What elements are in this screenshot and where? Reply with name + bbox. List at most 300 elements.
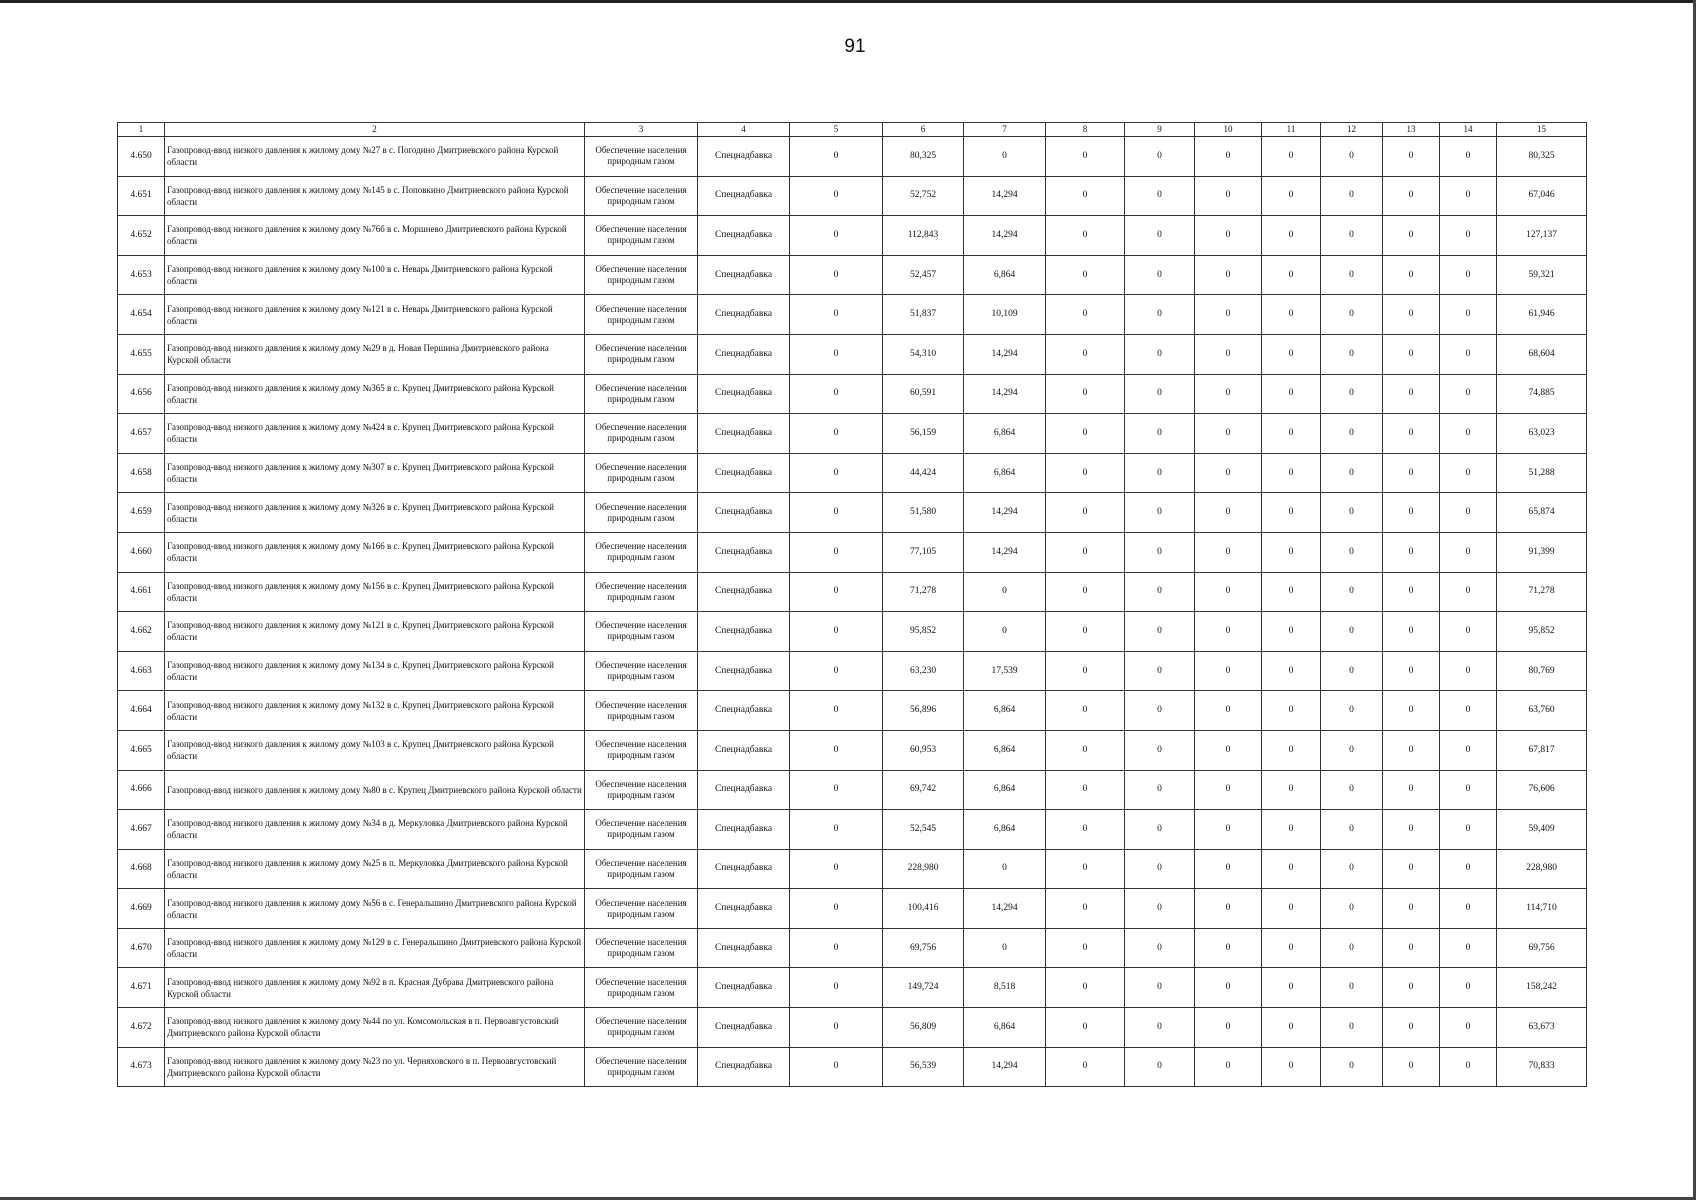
col8-cell: 0 (1046, 968, 1125, 1008)
row-number-cell: 4.666 (118, 770, 165, 810)
col6-cell: 52,752 (883, 176, 964, 216)
table-body (118, 137, 1587, 1087)
description-cell: Газопровод-ввод низкого давления к жилому дому №56 в с. Генеральшино Дмитриевского района Курской области (165, 889, 585, 929)
col5-cell: 0 (790, 691, 883, 731)
purpose-cell: Обеспечение населения природным газом (585, 532, 698, 572)
header-row (118, 123, 1587, 137)
purpose-cell: Обеспечение населения природным газом (585, 493, 698, 533)
col6-cell: 80,325 (883, 137, 964, 177)
col9-cell: 0 (1125, 730, 1195, 770)
row-number-cell: 4.653 (118, 255, 165, 295)
col7-cell: 14,294 (964, 374, 1046, 414)
col12-cell: 0 (1321, 493, 1383, 533)
col5-cell: 0 (790, 968, 883, 1008)
total-cell: 70,833 (1497, 1047, 1587, 1087)
col10-cell: 0 (1195, 691, 1262, 731)
col5-cell: 0 (790, 493, 883, 533)
header-cell: 14 (1440, 123, 1497, 137)
purpose-cell: Обеспечение населения природным газом (585, 255, 698, 295)
col11-cell: 0 (1262, 849, 1321, 889)
col7-cell: 0 (964, 137, 1046, 177)
col13-cell: 0 (1383, 532, 1440, 572)
col10-cell: 0 (1195, 849, 1262, 889)
description-cell: Газопровод-ввод низкого давления к жилому дому №156 в с. Крупец Дмитриевского района Курской области (165, 572, 585, 612)
col14-cell: 0 (1440, 493, 1497, 533)
col10-cell: 0 (1195, 968, 1262, 1008)
col10-cell: 0 (1195, 176, 1262, 216)
table-row (118, 612, 1587, 652)
purpose-cell: Обеспечение населения природным газом (585, 414, 698, 454)
funding-source-cell: Спецнадбавка (698, 493, 790, 533)
col5-cell: 0 (790, 374, 883, 414)
funding-source-cell: Спецнадбавка (698, 572, 790, 612)
col7-cell: 14,294 (964, 493, 1046, 533)
col7-cell: 6,864 (964, 810, 1046, 850)
col13-cell: 0 (1383, 295, 1440, 335)
col8-cell: 0 (1046, 1047, 1125, 1087)
col11-cell: 0 (1262, 612, 1321, 652)
description-cell: Газопровод-ввод низкого давления к жилому дому №27 в с. Погодино Дмитриевского района Курской области (165, 137, 585, 177)
col8-cell: 0 (1046, 453, 1125, 493)
row-number-cell: 4.658 (118, 453, 165, 493)
col6-cell: 77,105 (883, 532, 964, 572)
purpose-cell: Обеспечение населения природным газом (585, 176, 698, 216)
row-number-cell: 4.672 (118, 1008, 165, 1048)
col9-cell: 0 (1125, 176, 1195, 216)
col8-cell: 0 (1046, 414, 1125, 454)
col11-cell: 0 (1262, 374, 1321, 414)
header-cell: 9 (1125, 123, 1195, 137)
col9-cell: 0 (1125, 137, 1195, 177)
table-row (118, 968, 1587, 1008)
col5-cell: 0 (790, 849, 883, 889)
col14-cell: 0 (1440, 295, 1497, 335)
col12-cell: 0 (1321, 651, 1383, 691)
header-cell: 15 (1497, 123, 1587, 137)
col12-cell: 0 (1321, 730, 1383, 770)
col13-cell: 0 (1383, 572, 1440, 612)
col5-cell: 0 (790, 928, 883, 968)
total-cell: 59,409 (1497, 810, 1587, 850)
col8-cell: 0 (1046, 216, 1125, 256)
purpose-cell: Обеспечение населения природным газом (585, 730, 698, 770)
col10-cell: 0 (1195, 295, 1262, 335)
header-cell: 3 (585, 123, 698, 137)
col8-cell: 0 (1046, 770, 1125, 810)
table-row (118, 889, 1587, 929)
col11-cell: 0 (1262, 216, 1321, 256)
col13-cell: 0 (1383, 216, 1440, 256)
description-cell: Газопровод-ввод низкого давления к жилому дому №80 в с. Крупец Дмитриевского района Курской области (165, 770, 585, 810)
col6-cell: 69,756 (883, 928, 964, 968)
purpose-cell: Обеспечение населения природным газом (585, 137, 698, 177)
col13-cell: 0 (1383, 730, 1440, 770)
col10-cell: 0 (1195, 612, 1262, 652)
col9-cell: 0 (1125, 612, 1195, 652)
col5-cell: 0 (790, 1008, 883, 1048)
col6-cell: 44,424 (883, 453, 964, 493)
header-cell: 6 (883, 123, 964, 137)
col12-cell: 0 (1321, 137, 1383, 177)
col13-cell: 0 (1383, 176, 1440, 216)
col12-cell: 0 (1321, 928, 1383, 968)
table-row (118, 730, 1587, 770)
col6-cell: 112,843 (883, 216, 964, 256)
header-cell: 2 (165, 123, 585, 137)
total-cell: 127,137 (1497, 216, 1587, 256)
col10-cell: 0 (1195, 334, 1262, 374)
col14-cell: 0 (1440, 334, 1497, 374)
funding-source-cell: Спецнадбавка (698, 176, 790, 216)
row-number-cell: 4.652 (118, 216, 165, 256)
col14-cell: 0 (1440, 810, 1497, 850)
description-cell: Газопровод-ввод низкого давления к жилому дому №307 в с. Крупец Дмитриевского района Курской области (165, 453, 585, 493)
col10-cell: 0 (1195, 493, 1262, 533)
col6-cell: 69,742 (883, 770, 964, 810)
description-cell: Газопровод-ввод низкого давления к жилому дому №134 в с. Крупец Дмитриевского района Курской области (165, 651, 585, 691)
col13-cell: 0 (1383, 137, 1440, 177)
col9-cell: 0 (1125, 1047, 1195, 1087)
col12-cell: 0 (1321, 453, 1383, 493)
col5-cell: 0 (790, 572, 883, 612)
col6-cell: 56,159 (883, 414, 964, 454)
col9-cell: 0 (1125, 889, 1195, 929)
col12-cell: 0 (1321, 572, 1383, 612)
col9-cell: 0 (1125, 968, 1195, 1008)
description-cell: Газопровод-ввод низкого давления к жилому дому №100 в с. Неварь Дмитриевского района Курской области (165, 255, 585, 295)
col14-cell: 0 (1440, 730, 1497, 770)
col14-cell: 0 (1440, 572, 1497, 612)
col6-cell: 60,591 (883, 374, 964, 414)
col12-cell: 0 (1321, 968, 1383, 1008)
total-cell: 80,769 (1497, 651, 1587, 691)
table-row (118, 255, 1587, 295)
header-cell: 1 (118, 123, 165, 137)
table-row (118, 691, 1587, 731)
purpose-cell: Обеспечение населения природным газом (585, 453, 698, 493)
col7-cell: 6,864 (964, 453, 1046, 493)
table-row (118, 532, 1587, 572)
col9-cell: 0 (1125, 810, 1195, 850)
col10-cell: 0 (1195, 810, 1262, 850)
funding-source-cell: Спецнадбавка (698, 453, 790, 493)
description-cell: Газопровод-ввод низкого давления к жилому дому №25 в п. Меркуловка Дмитриевского района Курской области (165, 849, 585, 889)
col12-cell: 0 (1321, 849, 1383, 889)
col7-cell: 17,539 (964, 651, 1046, 691)
row-number-cell: 4.669 (118, 889, 165, 929)
total-cell: 63,673 (1497, 1008, 1587, 1048)
purpose-cell: Обеспечение населения природным газом (585, 216, 698, 256)
col12-cell: 0 (1321, 176, 1383, 216)
row-number-cell: 4.661 (118, 572, 165, 612)
col6-cell: 60,953 (883, 730, 964, 770)
col6-cell: 63,230 (883, 651, 964, 691)
description-cell: Газопровод-ввод низкого давления к жилому дому №34 в д. Меркуловка Дмитриевского района Курской области (165, 810, 585, 850)
col13-cell: 0 (1383, 414, 1440, 454)
col14-cell: 0 (1440, 770, 1497, 810)
col8-cell: 0 (1046, 889, 1125, 929)
col6-cell: 149,724 (883, 968, 964, 1008)
purpose-cell: Обеспечение населения природным газом (585, 374, 698, 414)
col11-cell: 0 (1262, 176, 1321, 216)
table-row (118, 414, 1587, 454)
purpose-cell: Обеспечение населения природным газом (585, 295, 698, 335)
col9-cell: 0 (1125, 928, 1195, 968)
col12-cell: 0 (1321, 770, 1383, 810)
col8-cell: 0 (1046, 612, 1125, 652)
col7-cell: 0 (964, 849, 1046, 889)
funding-source-cell: Спецнадбавка (698, 691, 790, 731)
col13-cell: 0 (1383, 493, 1440, 533)
total-cell: 228,980 (1497, 849, 1587, 889)
col6-cell: 56,539 (883, 1047, 964, 1087)
total-cell: 65,874 (1497, 493, 1587, 533)
col11-cell: 0 (1262, 334, 1321, 374)
col9-cell: 0 (1125, 334, 1195, 374)
table-row (118, 334, 1587, 374)
purpose-cell: Обеспечение населения природным газом (585, 1047, 698, 1087)
row-number-cell: 4.670 (118, 928, 165, 968)
col10-cell: 0 (1195, 216, 1262, 256)
col13-cell: 0 (1383, 651, 1440, 691)
table-row (118, 453, 1587, 493)
total-cell: 76,606 (1497, 770, 1587, 810)
col13-cell: 0 (1383, 1047, 1440, 1087)
funding-source-cell: Спецнадбавка (698, 849, 790, 889)
table-row (118, 374, 1587, 414)
col12-cell: 0 (1321, 612, 1383, 652)
col12-cell: 0 (1321, 374, 1383, 414)
col10-cell: 0 (1195, 414, 1262, 454)
col12-cell: 0 (1321, 414, 1383, 454)
header-cell: 11 (1262, 123, 1321, 137)
col10-cell: 0 (1195, 453, 1262, 493)
header-cell: 5 (790, 123, 883, 137)
row-number-cell: 4.660 (118, 532, 165, 572)
col11-cell: 0 (1262, 255, 1321, 295)
description-cell: Газопровод-ввод низкого давления к жилому дому №29 в д. Новая Першина Дмитриевского района Курской области (165, 334, 585, 374)
col7-cell: 0 (964, 572, 1046, 612)
col13-cell: 0 (1383, 691, 1440, 731)
col7-cell: 6,864 (964, 770, 1046, 810)
col13-cell: 0 (1383, 453, 1440, 493)
total-cell: 114,710 (1497, 889, 1587, 929)
row-number-cell: 4.651 (118, 176, 165, 216)
col8-cell: 0 (1046, 691, 1125, 731)
col8-cell: 0 (1046, 255, 1125, 295)
funding-source-cell: Спецнадбавка (698, 216, 790, 256)
col12-cell: 0 (1321, 334, 1383, 374)
col8-cell: 0 (1046, 849, 1125, 889)
total-cell: 95,852 (1497, 612, 1587, 652)
col8-cell: 0 (1046, 532, 1125, 572)
col11-cell: 0 (1262, 1008, 1321, 1048)
purpose-cell: Обеспечение населения природным газом (585, 849, 698, 889)
table-row (118, 928, 1587, 968)
funding-source-cell: Спецнадбавка (698, 651, 790, 691)
purpose-cell: Обеспечение населения природным газом (585, 889, 698, 929)
col8-cell: 0 (1046, 374, 1125, 414)
col5-cell: 0 (790, 453, 883, 493)
col13-cell: 0 (1383, 334, 1440, 374)
col6-cell: 100,416 (883, 889, 964, 929)
table-row (118, 1008, 1587, 1048)
col9-cell: 0 (1125, 849, 1195, 889)
col7-cell: 10,109 (964, 295, 1046, 335)
col5-cell: 0 (790, 137, 883, 177)
col6-cell: 56,896 (883, 691, 964, 731)
table-row (118, 1047, 1587, 1087)
page-number: 91 (844, 36, 866, 57)
description-cell: Газопровод-ввод низкого давления к жилому дому №132 в с. Крупец Дмитриевского района Курской области (165, 691, 585, 731)
header-cell: 10 (1195, 123, 1262, 137)
col10-cell: 0 (1195, 730, 1262, 770)
row-number-cell: 4.664 (118, 691, 165, 731)
col6-cell: 52,545 (883, 810, 964, 850)
total-cell: 91,399 (1497, 532, 1587, 572)
funding-source-cell: Спецнадбавка (698, 414, 790, 454)
col14-cell: 0 (1440, 532, 1497, 572)
col14-cell: 0 (1440, 137, 1497, 177)
funding-source-cell: Спецнадбавка (698, 889, 790, 929)
col11-cell: 0 (1262, 770, 1321, 810)
col14-cell: 0 (1440, 1008, 1497, 1048)
row-number-cell: 4.673 (118, 1047, 165, 1087)
purpose-cell: Обеспечение населения природным газом (585, 770, 698, 810)
col13-cell: 0 (1383, 928, 1440, 968)
col6-cell: 228,980 (883, 849, 964, 889)
table-row (118, 770, 1587, 810)
total-cell: 69,756 (1497, 928, 1587, 968)
description-cell: Газопровод-ввод низкого давления к жилому дому №121 в с. Неварь Дмитриевского района Курской области (165, 295, 585, 335)
col5-cell: 0 (790, 176, 883, 216)
funding-source-cell: Спецнадбавка (698, 612, 790, 652)
col7-cell: 6,864 (964, 255, 1046, 295)
funding-source-cell: Спецнадбавка (698, 334, 790, 374)
col9-cell: 0 (1125, 691, 1195, 731)
col7-cell: 14,294 (964, 1047, 1046, 1087)
total-cell: 80,325 (1497, 137, 1587, 177)
col7-cell: 0 (964, 928, 1046, 968)
col10-cell: 0 (1195, 137, 1262, 177)
col9-cell: 0 (1125, 453, 1195, 493)
col7-cell: 0 (964, 612, 1046, 652)
funding-source-cell: Спецнадбавка (698, 810, 790, 850)
total-cell: 74,885 (1497, 374, 1587, 414)
total-cell: 63,023 (1497, 414, 1587, 454)
col5-cell: 0 (790, 810, 883, 850)
col6-cell: 52,457 (883, 255, 964, 295)
table-row (118, 493, 1587, 533)
col8-cell: 0 (1046, 572, 1125, 612)
description-cell: Газопровод-ввод низкого давления к жилому дому №121 в с. Крупец Дмитриевского района Курской области (165, 612, 585, 652)
description-cell: Газопровод-ввод низкого давления к жилому дому №326 в с. Крупец Дмитриевского района Курской области (165, 493, 585, 533)
col14-cell: 0 (1440, 374, 1497, 414)
col5-cell: 0 (790, 295, 883, 335)
description-cell: Газопровод-ввод низкого давления к жилому дому №145 в с. Поповкино Дмитриевского района Курской области (165, 176, 585, 216)
total-cell: 67,817 (1497, 730, 1587, 770)
col6-cell: 54,310 (883, 334, 964, 374)
col5-cell: 0 (790, 334, 883, 374)
description-cell: Газопровод-ввод низкого давления к жилому дому №166 в с. Крупец Дмитриевского района Курской области (165, 532, 585, 572)
description-cell: Газопровод-ввод низкого давления к жилому дому №44 по ул. Комсомольская в п. Первоавгустовский Дмитриевского района Курской области (165, 1008, 585, 1048)
col6-cell: 51,837 (883, 295, 964, 335)
col13-cell: 0 (1383, 770, 1440, 810)
col5-cell: 0 (790, 889, 883, 929)
col11-cell: 0 (1262, 137, 1321, 177)
col13-cell: 0 (1383, 889, 1440, 929)
col8-cell: 0 (1046, 810, 1125, 850)
funding-source-cell: Спецнадбавка (698, 532, 790, 572)
row-number-cell: 4.665 (118, 730, 165, 770)
col9-cell: 0 (1125, 1008, 1195, 1048)
col11-cell: 0 (1262, 572, 1321, 612)
funding-source-cell: Спецнадбавка (698, 295, 790, 335)
purpose-cell: Обеспечение населения природным газом (585, 572, 698, 612)
col14-cell: 0 (1440, 255, 1497, 295)
purpose-cell: Обеспечение населения природным газом (585, 691, 698, 731)
funding-source-cell: Спецнадбавка (698, 1047, 790, 1087)
col9-cell: 0 (1125, 295, 1195, 335)
col9-cell: 0 (1125, 651, 1195, 691)
description-cell: Газопровод-ввод низкого давления к жилому дому №103 в с. Крупец Дмитриевского района Курской области (165, 730, 585, 770)
row-number-cell: 4.659 (118, 493, 165, 533)
col10-cell: 0 (1195, 1047, 1262, 1087)
col11-cell: 0 (1262, 532, 1321, 572)
data-table (117, 122, 1587, 1087)
col14-cell: 0 (1440, 612, 1497, 652)
col13-cell: 0 (1383, 968, 1440, 1008)
col7-cell: 14,294 (964, 532, 1046, 572)
purpose-cell: Обеспечение населения природным газом (585, 334, 698, 374)
col10-cell: 0 (1195, 928, 1262, 968)
header-cell: 7 (964, 123, 1046, 137)
col11-cell: 0 (1262, 810, 1321, 850)
row-number-cell: 4.657 (118, 414, 165, 454)
funding-source-cell: Спецнадбавка (698, 968, 790, 1008)
col8-cell: 0 (1046, 493, 1125, 533)
table-row (118, 572, 1587, 612)
table-row (118, 295, 1587, 335)
total-cell: 63,760 (1497, 691, 1587, 731)
col11-cell: 0 (1262, 691, 1321, 731)
description-cell: Газопровод-ввод низкого давления к жилому дому №76б в с. Моршнево Дмитриевского района Курской области (165, 216, 585, 256)
header-cell: 12 (1321, 123, 1383, 137)
col8-cell: 0 (1046, 651, 1125, 691)
funding-source-cell: Спецнадбавка (698, 137, 790, 177)
col8-cell: 0 (1046, 730, 1125, 770)
col6-cell: 95,852 (883, 612, 964, 652)
col8-cell: 0 (1046, 928, 1125, 968)
col6-cell: 56,809 (883, 1008, 964, 1048)
col12-cell: 0 (1321, 255, 1383, 295)
total-cell: 59,321 (1497, 255, 1587, 295)
col10-cell: 0 (1195, 1008, 1262, 1048)
data-table-container (117, 122, 1586, 1087)
row-number-cell: 4.663 (118, 651, 165, 691)
col14-cell: 0 (1440, 1047, 1497, 1087)
col5-cell: 0 (790, 216, 883, 256)
col11-cell: 0 (1262, 889, 1321, 929)
col9-cell: 0 (1125, 572, 1195, 612)
purpose-cell: Обеспечение населения природным газом (585, 1008, 698, 1048)
header-cell: 8 (1046, 123, 1125, 137)
col5-cell: 0 (790, 414, 883, 454)
header-cell: 4 (698, 123, 790, 137)
col12-cell: 0 (1321, 810, 1383, 850)
col7-cell: 8,518 (964, 968, 1046, 1008)
total-cell: 61,946 (1497, 295, 1587, 335)
